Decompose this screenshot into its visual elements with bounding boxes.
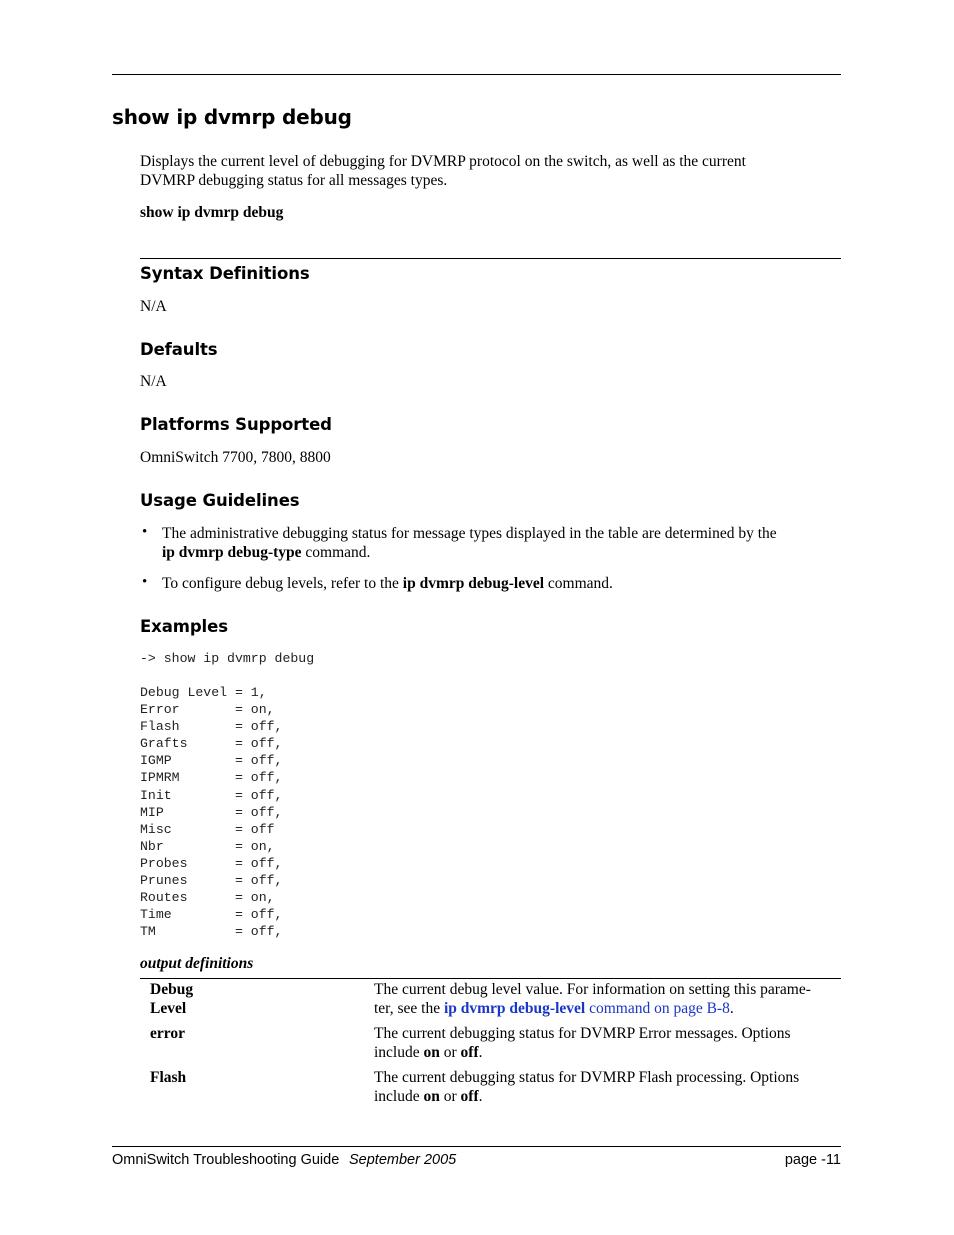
desc-flash-off: off xyxy=(460,1088,479,1105)
output-definitions-title: output definitions xyxy=(140,955,254,972)
defaults-heading: Defaults xyxy=(140,340,218,359)
table-top-rule xyxy=(140,978,841,979)
example-output-line: Time = off, xyxy=(140,907,283,923)
example-output-line: Debug Level = 1, xyxy=(140,685,267,700)
debug-level-link-command: ip dvmrp debug-level xyxy=(443,1000,586,1017)
desc-debug-level-end: . xyxy=(729,1000,734,1017)
desc-error-off: off xyxy=(460,1044,479,1061)
desc-flash xyxy=(374,1068,844,1106)
desc-error-line-1: The current debugging status for DVMRP Error messages. Options xyxy=(374,1025,791,1042)
bullet-icon: • xyxy=(142,574,148,590)
section-rule xyxy=(140,258,841,259)
example-output-line: Flash = off, xyxy=(140,719,283,735)
top-rule xyxy=(112,74,841,75)
desc-flash-line-2 xyxy=(374,1087,844,1106)
example-output-line: Misc = off xyxy=(140,821,275,837)
desc-flash-or: or xyxy=(439,1088,461,1105)
footer-page-number: page -11 xyxy=(784,1152,841,1168)
desc-error xyxy=(374,1024,844,1062)
syntax-command: show ip dvmrp debug xyxy=(140,204,284,221)
platforms-text: OmniSwitch 7700, 7800, 8800 xyxy=(140,449,331,466)
syntax-definitions-text: N/A xyxy=(140,298,167,315)
term-flash: Flash xyxy=(150,1069,187,1086)
intro-line-2: DVMRP debugging status for all messages types. xyxy=(140,172,448,189)
term-debug-level: Debug Level xyxy=(150,981,194,1017)
desc-error-pre: include xyxy=(374,1044,424,1061)
desc-error-line-2 xyxy=(374,1043,844,1062)
desc-flash-end: . xyxy=(478,1088,483,1105)
command-ref-debug-level: ip dvmrp debug-level xyxy=(402,575,545,592)
usage-bullet-2-tail: command. xyxy=(544,575,613,592)
desc-flash-on: on xyxy=(423,1088,440,1105)
example-output-line: Prunes = off, xyxy=(140,873,283,889)
usage-heading: Usage Guidelines xyxy=(140,491,300,510)
example-output-line: Init = off, xyxy=(140,787,283,803)
desc-error-or: or xyxy=(439,1044,461,1061)
usage-bullet-2-pre: To configure debug levels, refer to the xyxy=(162,575,403,592)
usage-bullet-2 xyxy=(162,574,842,593)
examples-heading: Examples xyxy=(140,617,228,636)
desc-debug-level xyxy=(374,980,844,1018)
term-error: error xyxy=(150,1025,185,1042)
intro-paragraph xyxy=(140,152,840,190)
defaults-text: N/A xyxy=(140,373,167,390)
usage-bullet-1-line-1: The administrative debugging status for message types displayed in the table are determined by the xyxy=(162,525,777,542)
example-output xyxy=(140,684,282,940)
desc-debug-level-line-2 xyxy=(374,999,844,1018)
desc-debug-level-line-1: The current debug level value. For information on setting this parame- xyxy=(374,981,811,998)
example-output-line: IPMRM = off, xyxy=(140,770,283,786)
desc-flash-line-1: The current debugging status for DVMRP Flash processing. Options xyxy=(374,1069,800,1086)
platforms-heading: Platforms Supported xyxy=(140,415,332,434)
footer-date: September 2005 xyxy=(349,1152,457,1168)
desc-flash-pre: include xyxy=(374,1088,424,1105)
desc-error-end: . xyxy=(478,1044,483,1061)
example-output-line: Nbr = on, xyxy=(140,838,275,854)
usage-bullet-1-tail: command. xyxy=(301,544,371,561)
desc-debug-level-pre: ter, see the xyxy=(374,1000,444,1017)
footer-guide-title: OmniSwitch Troubleshooting Guide xyxy=(112,1152,340,1168)
syntax-definitions-heading: Syntax Definitions xyxy=(140,264,310,283)
usage-bullet-1-line-2 xyxy=(162,543,842,562)
page-title: show ip dvmrp debug xyxy=(112,105,352,129)
example-output-line: Grafts = off, xyxy=(140,736,283,752)
intro-line-1: Displays the current level of debugging for DVMRP protocol on the switch, as well as the current xyxy=(140,153,746,170)
debug-level-link[interactable] xyxy=(444,1000,730,1017)
footer-rule xyxy=(112,1146,841,1147)
example-output-line: IGMP = off, xyxy=(140,753,283,769)
example-output-line: MIP = off, xyxy=(140,804,283,820)
command-ref-debug-type: ip dvmrp debug-type xyxy=(162,544,302,561)
debug-level-link-rest: command on page B-8 xyxy=(585,1000,730,1017)
bullet-icon: • xyxy=(142,524,148,540)
example-output-line: Error = on, xyxy=(140,702,275,718)
usage-bullet-1 xyxy=(162,524,842,562)
example-command: -> show ip dvmrp debug xyxy=(140,651,315,666)
example-output-line: TM = off, xyxy=(140,924,283,940)
desc-error-on: on xyxy=(423,1044,440,1061)
example-output-line: Probes = off, xyxy=(140,855,283,871)
example-output-line: Routes = on, xyxy=(140,890,275,906)
